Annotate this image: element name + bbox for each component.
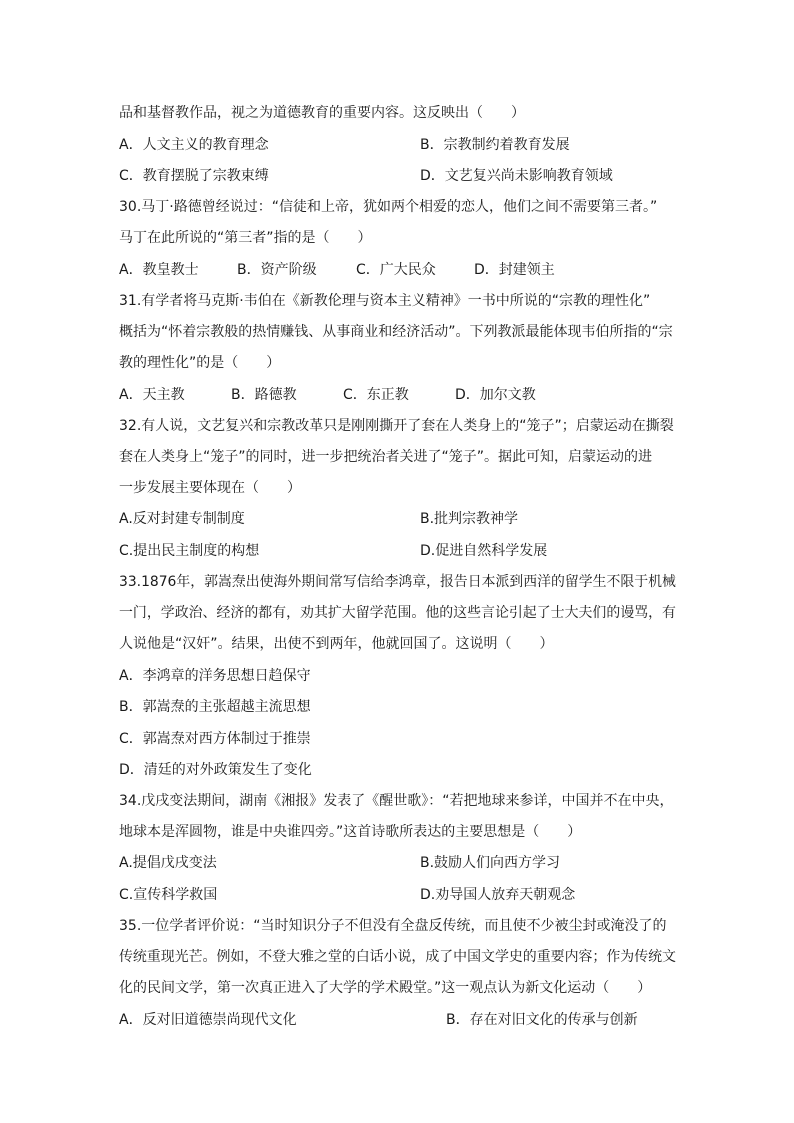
q29-option-c[interactable]: C．教育摆脱了宗教束缚	[119, 168, 269, 184]
q33-option-d[interactable]: D．清廷的对外政策发生了变化	[119, 762, 312, 778]
q30-stem-line-1: 30.马丁·路德曾经说过：“信徒和上帝，犹如两个相爱的恋人，他们之间不需要第三者。”	[119, 199, 658, 215]
q32-stem-line-3: 一步发展主要体现在（ ）	[119, 480, 301, 496]
q30-option-c[interactable]: C．广大民众	[356, 262, 436, 278]
q30-stem-line-2: 马丁在此所说的“第三者”指的是（ ）	[119, 230, 372, 246]
q31-option-a[interactable]: A．天主教	[119, 387, 185, 403]
q30-option-b[interactable]: B．资产阶级	[237, 262, 317, 278]
q32-option-c[interactable]: C.提出民主制度的构想	[119, 543, 260, 559]
q35-stem-line-1: 35.一位学者评价说：“当时知识分子不但没有全盘反传统，而且使不少被尘封或淹没了的	[119, 918, 667, 934]
q29-option-a[interactable]: A．人文主义的教育理念	[119, 137, 269, 153]
q31-stem-line-2: 概括为“怀着宗教般的热情赚钱、从事商业和经济活动”。下列教派最能体现韦伯所指的“宗	[119, 324, 673, 340]
q33-option-a[interactable]: A．李鸿章的洋务思想日趋保守	[119, 668, 311, 684]
q32-option-a[interactable]: A.反对封建专制制度	[119, 511, 245, 527]
q35-option-a[interactable]: A．反对旧道德崇尚现代文化	[119, 1012, 297, 1028]
q29-stem-line-1: 品和基督教作品，视之为道德教育的重要内容。这反映出（ ）	[119, 105, 525, 121]
q32-stem-line-1: 32.有人说，文艺复兴和宗教改革只是刚刚撕开了套在人类身上的“笼子”；启蒙运动在撕裂	[119, 418, 674, 434]
q31-option-c[interactable]: C．东正教	[343, 387, 409, 403]
q29-option-d[interactable]: D．文艺复兴尚未影响教育领域	[420, 168, 613, 184]
q34-option-c[interactable]: C.宣传科学救国	[119, 887, 218, 903]
q29-option-b[interactable]: B．宗教制约着教育发展	[420, 137, 570, 153]
q33-stem-line-3: 人说他是“汉奸”。结果，出使不到两年，他就回国了。这说明（ ）	[119, 636, 554, 652]
q35-stem-line-3: 化的民间文学，第一次真正进入了大学的学术殿堂。”这一观点认为新文化运动（ ）	[119, 980, 652, 996]
q30-option-a[interactable]: A．教皇教士	[119, 262, 199, 278]
q34-option-d[interactable]: D.劝导国人放弃天朝观念	[420, 887, 576, 903]
q34-option-b[interactable]: B.鼓励人们向西方学习	[420, 855, 561, 871]
q34-stem-line-1: 34.戊戌变法期间，湖南《湘报》发表了《醒世歌》：“若把地球来参详，中国并不在中央，	[119, 793, 674, 809]
q32-option-d[interactable]: D.促进自然科学发展	[420, 543, 548, 559]
q33-option-c[interactable]: C．郭嵩焘对西方体制过于推崇	[119, 731, 311, 747]
q35-stem-line-2: 传统重现光芒。例如，不登大雅之堂的白话小说，成了中国文学史的重要内容；作为传统文	[119, 949, 676, 965]
q32-option-b[interactable]: B.批判宗教神学	[420, 511, 519, 527]
q33-option-b[interactable]: B．郭嵩焘的主张超越主流思想	[119, 699, 311, 715]
q31-stem-line-1: 31.有学者将马克斯·韦伯在《新教伦理与资本主义精神》一书中所说的“宗教的理性化”	[119, 293, 651, 309]
q33-stem-line-1: 33.1876年，郭嵩焘出使海外期间常写信给李鸿章，报告日本派到西洋的留学生不限于机械	[119, 574, 676, 590]
q31-stem-line-3: 教的理性化”的是（ ）	[119, 355, 281, 371]
q32-stem-line-2: 套在人类身上“笼子”的同时，进一步把统治者关进了“笼子”。据此可知，启蒙运动的进	[119, 449, 653, 465]
q35-option-b[interactable]: B．存在对旧文化的传承与创新	[446, 1012, 638, 1028]
q34-stem-line-2: 地球本是浑圆物，谁是中央谁四旁。”这首诗歌所表达的主要思想是（ ）	[119, 824, 582, 840]
q31-option-b[interactable]: B．路德教	[231, 387, 297, 403]
q34-option-a[interactable]: A.提倡戊戌变法	[119, 855, 217, 871]
q30-option-d[interactable]: D．封建领主	[474, 262, 555, 278]
q33-stem-line-2: 一门，学政治、经济的都有，劝其扩大留学范围。他的这些言论引起了士大夫们的谩骂，有	[119, 605, 676, 621]
q31-option-d[interactable]: D．加尔文教	[455, 387, 536, 403]
